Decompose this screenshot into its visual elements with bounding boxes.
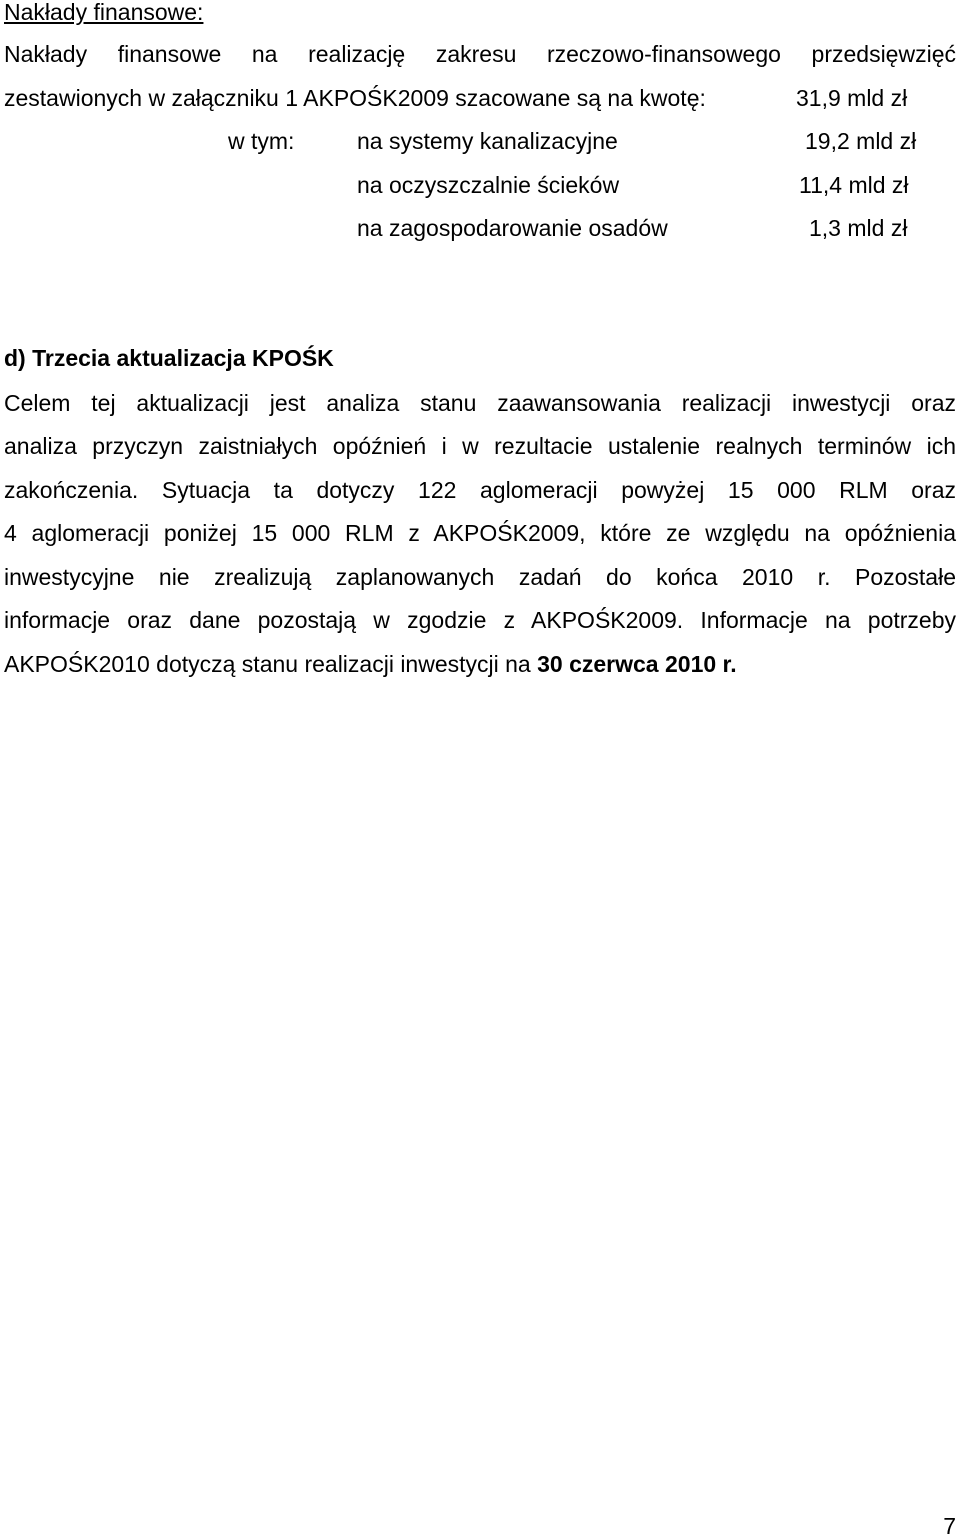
section-d-line: Celem tej aktualizacji jest analiza stanu zaawansowania realizacji inwestycji oraz	[4, 390, 956, 416]
breakdown-row-amount: 1,3 mld zł	[809, 215, 908, 241]
section-d-line: analiza przyczyn zaistniałych opóźnień i w rezultacie ustalenie realnych terminów ich	[4, 433, 956, 459]
section-d-last-line-text: AKPOŚK2010 dotyczą stanu realizacji inwestycji na	[4, 651, 538, 677]
breakdown-row-amount: 11,4 mld zł	[799, 172, 909, 198]
financial-line-1: Nakłady finansowe na realizację zakresu rzeczowo-finansowego przedsięwzięć	[4, 41, 956, 67]
breakdown-row-label: na zagospodarowanie osadów	[357, 215, 668, 241]
breakdown-row-label: na systemy kanalizacyjne	[357, 128, 618, 154]
financial-heading: Nakłady finansowe:	[4, 0, 204, 25]
page-number: 7	[943, 1513, 956, 1539]
section-d-last-line	[4, 650, 737, 678]
financial-total-amount: 31,9 mld zł	[796, 85, 908, 111]
financial-line-2: zestawionych w załączniku 1 AKPOŚK2009 szacowane są na kwotę:	[4, 85, 706, 111]
breakdown-row-label: na oczyszczalnie ścieków	[357, 172, 620, 198]
breakdown-label: w tym:	[228, 128, 295, 154]
section-d-line: zakończenia. Sytuacja ta dotyczy 122 aglomeracji powyżej 15 000 RLM oraz	[4, 477, 956, 503]
section-d-line: informacje oraz dane pozostają w zgodzie z AKPOŚK2009. Informacje na potrzeby	[4, 607, 956, 633]
section-d-line: 4 aglomeracji poniżej 15 000 RLM z AKPOŚK2009, które ze względu na opóźnienia	[4, 520, 956, 546]
section-d-heading: d) Trzecia aktualizacja KPOŚK	[4, 345, 334, 371]
breakdown-row-amount: 19,2 mld zł	[805, 128, 917, 154]
section-d-date: 30 czerwca 2010 r.	[537, 651, 737, 677]
section-d-line: inwestycyjne nie zrealizują zaplanowanych zadań do końca 2010 r. Pozostałe	[4, 564, 956, 590]
